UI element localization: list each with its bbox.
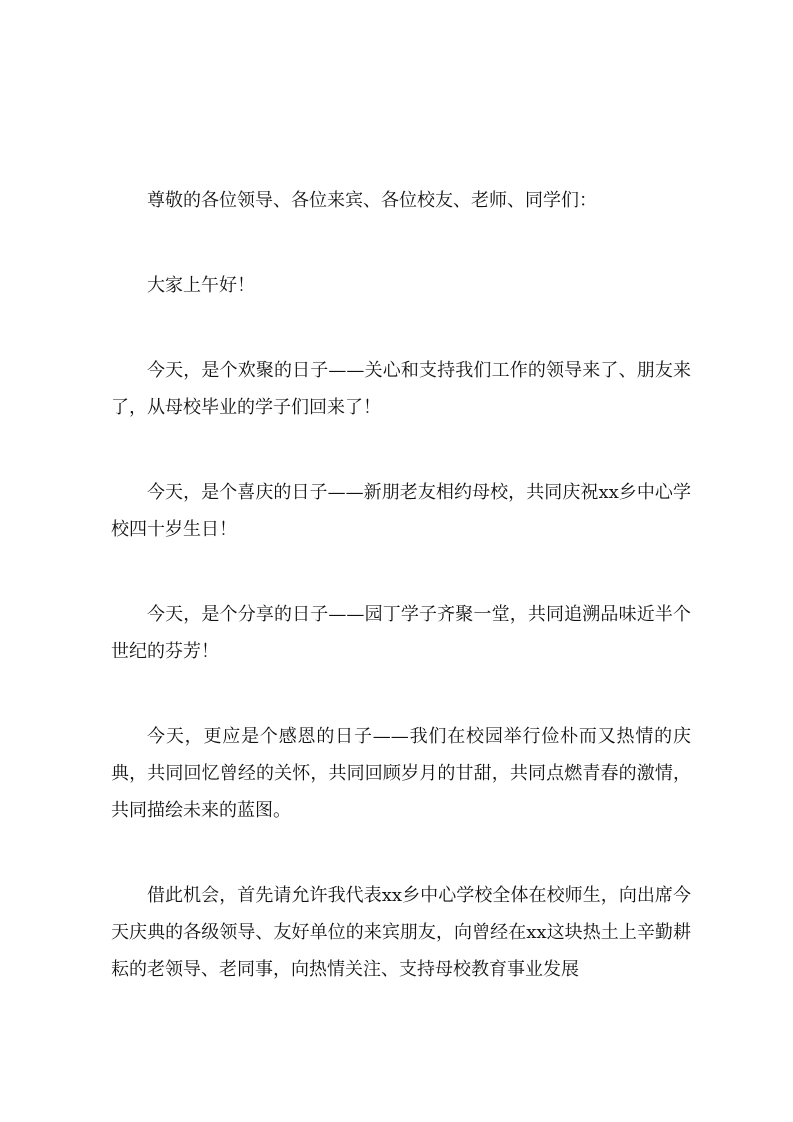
paragraph-gap (111, 548, 691, 596)
document-body (111, 182, 691, 988)
paragraph-gap (111, 426, 691, 474)
salutation: 尊敬的各位领导、各位来宾、各位校友、老师、同学们： (147, 190, 597, 211)
paragraph-celebration: 今天，是个喜庆的日子——新朋老友相约母校，共同庆祝xx乡中心学校四十岁生日！ (111, 482, 691, 540)
paragraph-gathering: 今天，是个欢聚的日子——关心和支持我们工作的领导来了、朋友来了，从母校毕业的学子们回来了！ (111, 360, 691, 418)
paragraph-gap (111, 304, 691, 352)
paragraph-gap (111, 670, 691, 718)
paragraph-sharing: 今天，是个分享的日子——园丁学子齐聚一堂，共同追溯品味近半个世纪的芬芳！ (111, 604, 691, 662)
paragraph-gap (111, 829, 691, 877)
paragraph-gap (111, 219, 691, 267)
greeting: 大家上午好！ (147, 275, 255, 296)
paragraph-gratitude: 今天，更应是个感恩的日子——我们在校园举行俭朴而又热情的庆典，共同回忆曾经的关怀，共同回顾岁月的甘甜，共同点燃青春的激情，共同描绘未来的蓝图。 (111, 726, 691, 821)
paragraph-thanks: 借此机会，首先请允许我代表xx乡中心学校全体在校师生，向出席今天庆典的各级领导、友好单位的来宾朋友，向曾经在xx这块热土上辛勤耕耘的老领导、老同事，向热情关注、支持母校教育事业发展 (111, 885, 691, 980)
